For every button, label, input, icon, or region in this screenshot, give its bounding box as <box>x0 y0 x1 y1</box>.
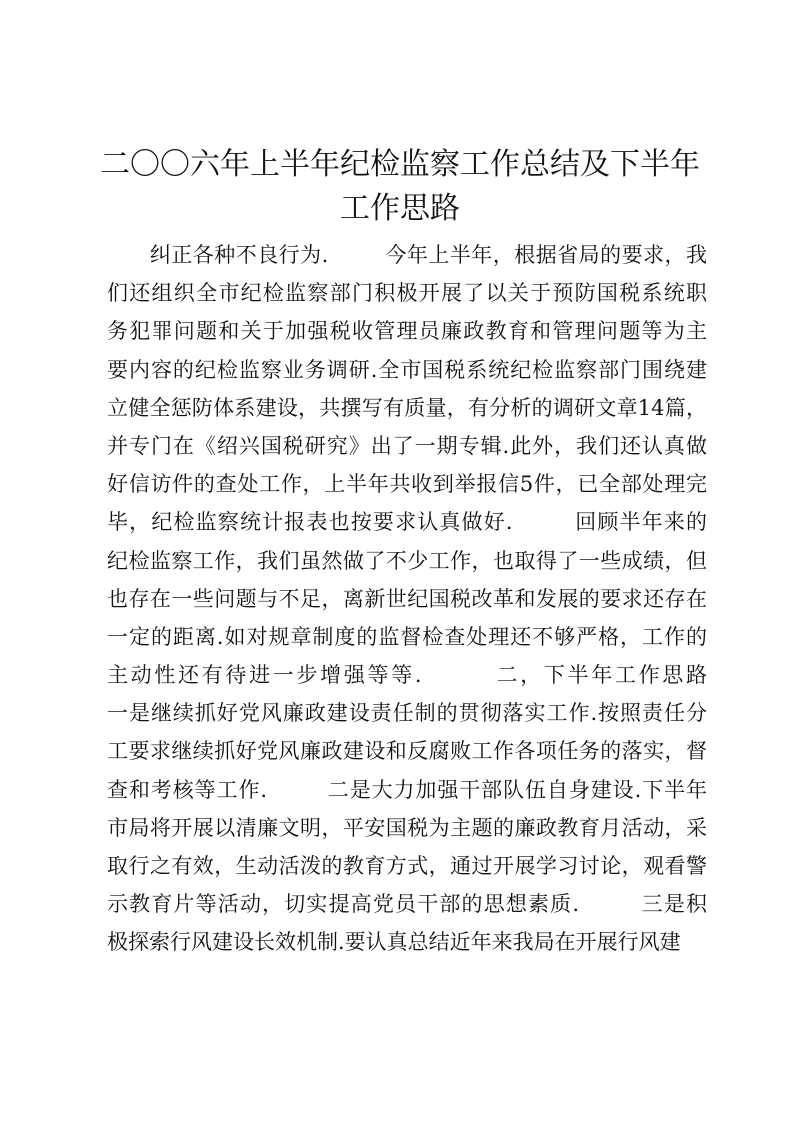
body-line: 好信访件的查处工作，上半年共收到举报信5件，已全部处理完 <box>107 472 707 497</box>
body-line: 工要求继续抓好党风廉政建设和反腐败工作各项任务的落实，督 <box>107 739 707 764</box>
body-line: 一是继续抓好党风廉政建设责任制的贯彻落实工作.按照责任分 <box>107 701 707 726</box>
document-body <box>107 236 707 962</box>
body-line: 示教育片等活动，切实提高党员干部的思想素质. 三是积 <box>107 892 707 917</box>
document-title-line-1: 二〇〇六年上半年纪检监察工作总结及下半年 <box>100 147 700 182</box>
body-line: 市局将开展以清廉文明，平安国税为主题的廉政教育月活动，采 <box>107 815 707 840</box>
document-title-line-2: 工作思路 <box>340 191 460 226</box>
body-line: 纪检监察工作，我们虽然做了不少工作，也取得了一些成绩，但 <box>107 548 707 573</box>
body-line: 一定的距离.如对规章制度的监督检查处理还不够严格，工作的 <box>107 624 707 649</box>
body-line: 也存在一些问题与不足，离新世纪国税改革和发展的要求还存在 <box>107 586 707 611</box>
body-line: 们还组织全市纪检监察部门积极开展了以关于预防国税系统职 <box>107 281 707 306</box>
body-line: 查和考核等工作. 二是大力加强干部队伍自身建设.下半年 <box>107 777 707 802</box>
body-line: 并专门在《绍兴国税研究》出了一期专辑.此外，我们还认真做 <box>107 433 707 458</box>
body-line: 取行之有效，生动活泼的教育方式，通过开展学习讨论，观看警 <box>107 854 707 878</box>
body-line: 立健全惩防体系建设，共撰写有质量，有分析的调研文章14篇， <box>107 395 707 420</box>
body-line: 主动性还有待进一步增强等等. 二，下半年工作思路 <box>107 663 707 688</box>
body-line: 纠正各种不良行为. 今年上半年，根据省局的要求，我 <box>107 243 707 267</box>
body-line: 要内容的纪检监察业务调研.全市国税系统纪检监察部门围绕建 <box>107 357 707 382</box>
body-line: 毕，纪检监察统计报表也按要求认真做好. 回顾半年来的 <box>107 510 707 535</box>
body-line: 务犯罪问题和关于加强税收管理员廉政教育和管理问题等为主 <box>107 319 707 344</box>
body-line: 极探索行风建设长效机制.要认真总结近年来我局在开展行风建 <box>107 930 681 955</box>
